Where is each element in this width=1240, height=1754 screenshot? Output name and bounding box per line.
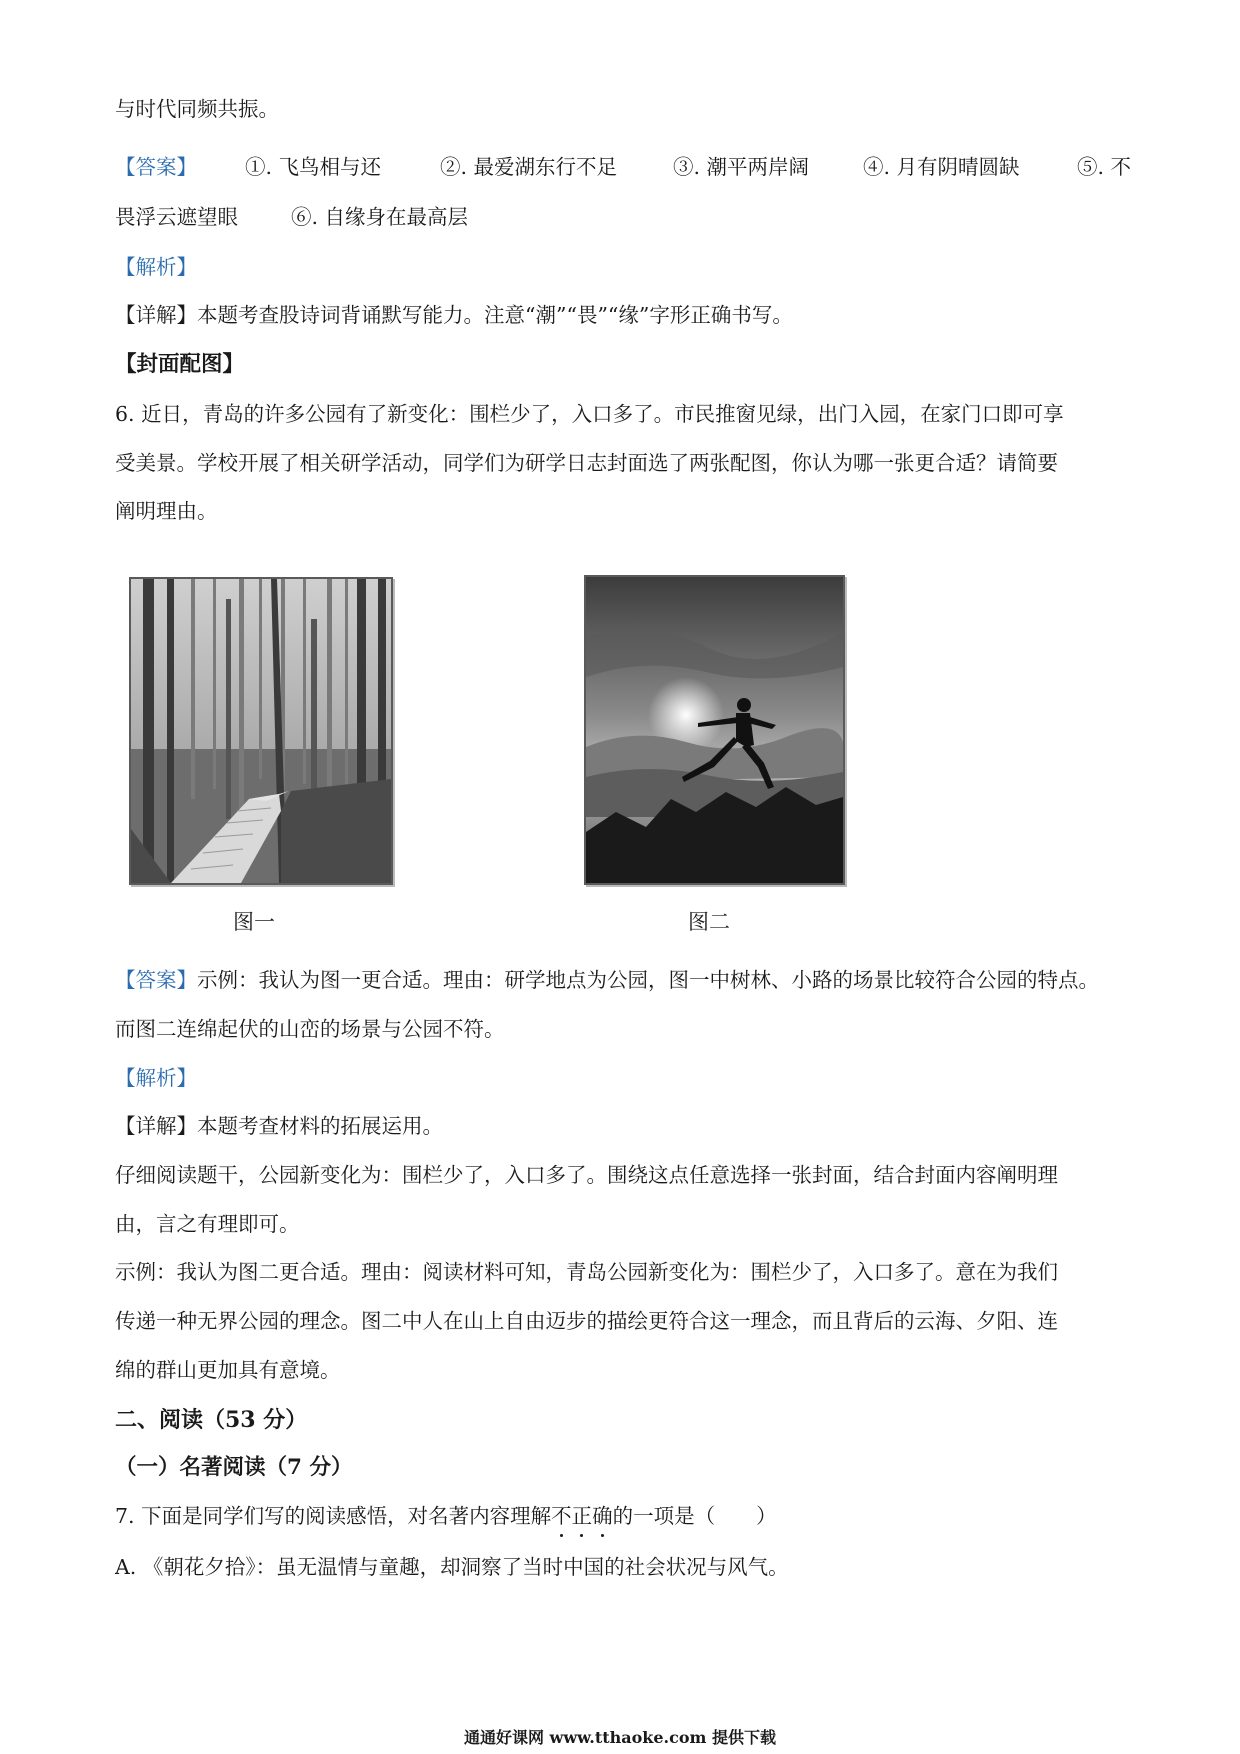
q6-line-3: 阐明理由。: [115, 499, 218, 523]
q6-line-1: 6. 近日，青岛的许多公园有了新变化：围栏少了，入口多了。市民推窗见绿，出门入园，在家门口即可享: [115, 402, 1064, 426]
section-heading: 二、阅读（53 分）: [115, 1407, 308, 1433]
fig2-caption: 图二: [688, 910, 730, 934]
answer-item-4: ④. 月有阴晴圆缺: [863, 155, 1020, 179]
top-line: 与时代同频共振。: [115, 97, 279, 121]
cover-heading: 【封面配图】: [115, 352, 245, 377]
q5-answer-line2: [115, 203, 715, 231]
q7-stem-post: 的一项是（ ）: [612, 1504, 777, 1528]
answer-item-5-cont: 畏浮云遮望眼: [115, 205, 238, 229]
q7-stem-pre: 7. 下面是同学们写的阅读感悟，对名著内容理解: [115, 1504, 552, 1528]
q6-answer-line1: [115, 966, 1099, 994]
answer-item-2: ②. 最爱湖东行不足: [440, 155, 618, 179]
q6-detail: 【详解】本题考查材料的拓展运用。: [115, 1114, 443, 1138]
emphasis-char: 正: [571, 1504, 593, 1528]
fig1-caption: 图一: [233, 910, 275, 934]
answer-tag: 【答案】: [115, 155, 197, 179]
q6-body-4: 传递一种无界公园的理念。图二中人在山上自由迈步的描绘更符合这一理念，而且背后的云海、夕阳、连: [115, 1309, 1058, 1333]
answer-item-3: ③. 潮平两岸阔: [673, 155, 810, 179]
q5-answer-line1: [115, 153, 1132, 181]
q5-detail: 【详解】本题考查股诗词背诵默写能力。注意“潮”“畏”“缘”字形正确书写。: [115, 303, 793, 327]
q6-body-1: 仔细阅读题干，公园新变化为：围栏少了，入口多了。围绕这点任意选择一张封面，结合封面内容阐明理: [115, 1163, 1058, 1187]
emphasis-char: 不: [551, 1504, 572, 1528]
emphasis-char: 确: [592, 1504, 613, 1528]
answer-text: 示例：我认为图一更合适。理由：研学地点为公园，图一中树林、小路的场景比较符合公园的特点。: [197, 968, 1099, 992]
q6-body-3: 示例：我认为图二更合适。理由：阅读材料可知，青岛公园新变化为：围栏少了，入口多了。意在为我们: [115, 1260, 1058, 1284]
q6-body-2: 由，言之有理即可。: [115, 1212, 300, 1236]
mountain-runner-photo: [584, 575, 845, 885]
q6-line-2: 受美景。学校开展了相关研学活动，同学们为研学日志封面选了两张配图，你认为哪一张更合适？请简要: [115, 451, 1058, 475]
q6-analysis-tag: 【解析】: [115, 1066, 197, 1090]
page-footer: 通通好课网 www.tthaoke.com 提供下载: [463, 1728, 777, 1747]
q5-analysis-tag: 【解析】: [115, 255, 197, 279]
q6-body-5: 绵的群山更加具有意境。: [115, 1358, 341, 1382]
answer-item-6: ⑥. 自缘身在最高层: [291, 205, 469, 229]
answer-item-5: ⑤. 不: [1077, 155, 1132, 179]
forest-boardwalk-photo: [129, 577, 393, 885]
answer-item-1: ①. 飞鸟相与还: [245, 155, 382, 179]
answer-tag: 【答案】: [115, 968, 197, 992]
q7-option-a: A. 《朝花夕拾》：虽无温情与童趣，却洞察了当时中国的社会状况与风气。: [115, 1555, 789, 1579]
q7-stem: [115, 1502, 777, 1530]
subsection-heading: （一）名著阅读（7 分）: [115, 1455, 353, 1480]
q6-answer-line2: 而图二连绵起伏的山峦的场景与公园不符。: [115, 1017, 505, 1041]
